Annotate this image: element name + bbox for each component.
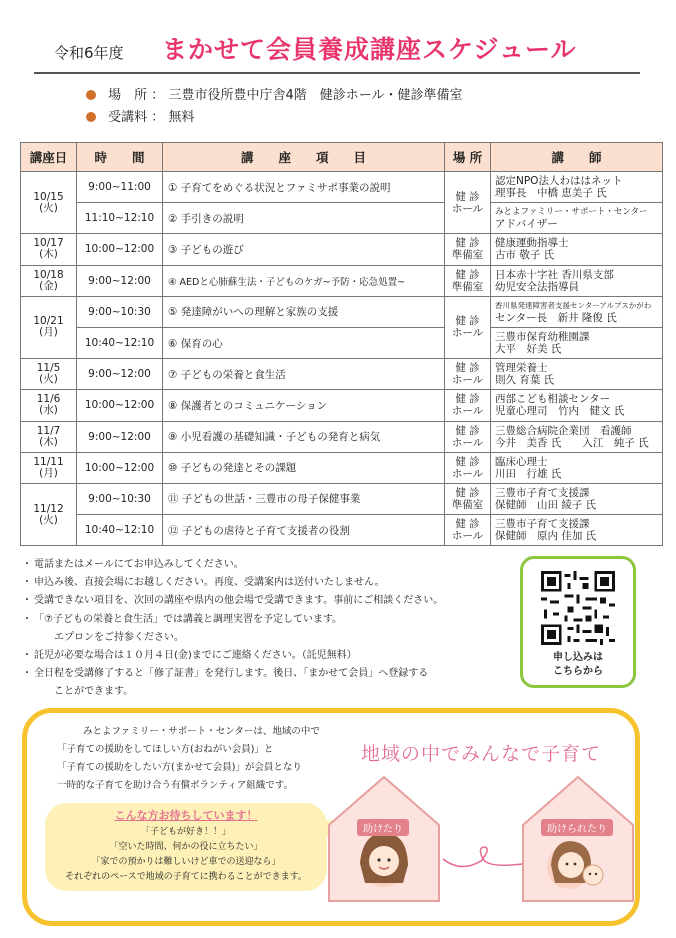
date-cell: 10/15 (火)	[21, 172, 77, 234]
time-cell: 9:00~10:30	[77, 296, 163, 327]
date-cell: 11/12 (火)	[21, 483, 77, 545]
time-cell: 9:00~10:30	[77, 483, 163, 514]
topic-cell: ⑩ 子どもの発達とその課題	[163, 452, 445, 483]
date-cell: 11/7 (木)	[21, 421, 77, 452]
col-header-date: 講座日	[21, 143, 77, 172]
topic-cell: ③ 子どもの遊び	[163, 234, 445, 265]
fee-value: 無料	[168, 110, 195, 125]
time-cell: 9:00~11:00	[77, 172, 163, 203]
info-panel	[22, 708, 640, 926]
house-label-helped: 助けられたり	[541, 819, 613, 836]
note-item: ・ 申込み後、直接会場にお越しください。再度、受講案内は送付いたしません。	[22, 574, 522, 592]
time-cell: 9:00~12:00	[77, 421, 163, 452]
fee-label: 受講料	[108, 110, 148, 125]
time-cell: 10:40~12:10	[77, 515, 163, 546]
place-cell: 健 診 ホール	[445, 515, 491, 546]
lecturer-cell: 香川県発達障害者支援センターアルプスかがわ センター長 新井 隆俊 氏	[491, 296, 663, 327]
date-cell: 11/5 (火)	[21, 359, 77, 390]
bubble-line: それぞれのペースで地域の子育てに携わることができます。	[65, 872, 307, 882]
topic-cell: ① 子育てをめぐる状況とファミサポ事業の説明	[163, 172, 445, 203]
qr-label: 申し込みは	[553, 652, 603, 663]
topic-cell: ④ AEDと心肺蘇生法・子どものケガ~予防・応急処置~	[163, 265, 445, 296]
note-item: ・ 電話またはメールにてお申込みしてください。	[22, 556, 522, 574]
table-row	[21, 359, 663, 390]
lecturer-cell: みとよファミリー・サポート・センター アドバイザー	[491, 203, 663, 234]
lecturer-cell: 三豊市保育幼稚園課 大平 好美 氏	[491, 327, 663, 358]
lecturer-cell: 三豊市子育て支援課 保健師 山田 綾子 氏	[491, 483, 663, 514]
time-cell: 10:40~12:10	[77, 327, 163, 358]
col-header-lecturer: 講 師	[491, 143, 663, 172]
bullet-icon	[86, 112, 96, 122]
time-cell: 10:00~12:00	[77, 390, 163, 421]
venue-label: 場 所	[108, 88, 148, 103]
note-item: ・ 託児が必要な場合は１０月４日(金)までにご連絡ください。（託児無料）	[22, 647, 522, 665]
col-header-topic: 講 座 項 目	[163, 143, 445, 172]
topic-cell: ⑪ 子どもの世話・三豊市の母子保健事業	[163, 483, 445, 514]
lecturer-cell: 西部こども相談センター 児童心理司 竹内 健文 氏	[491, 390, 663, 421]
date-cell: 10/18 (金)	[21, 265, 77, 296]
lecturer-cell: 日本赤十字社 香川県支部 幼児安全法指導員	[491, 265, 663, 296]
note-item: ・ 受講できない項目を、次回の講座や県内の他会場で受講できます。事前にご相談ください。	[22, 592, 522, 610]
topic-cell: ⑨ 小児看護の基礎知識・子どもの発育と病気	[163, 421, 445, 452]
topic-cell: ⑤ 発達障がいへの理解と家族の支援	[163, 296, 445, 327]
place-cell: 健 診 準備室	[445, 265, 491, 296]
notes-list	[22, 556, 522, 702]
date-cell: 11/6 (水)	[21, 390, 77, 421]
ribbon-heart-icon	[441, 839, 531, 879]
time-cell: 9:00~12:00	[77, 265, 163, 296]
place-cell: 健 診 ホール	[445, 390, 491, 421]
lecturer-cell: 三豊市子育て支援課 保健師 原内 佳加 氏	[491, 515, 663, 546]
place-cell: 健 診 準備室	[445, 483, 491, 514]
fiscal-year: 令和6年度	[54, 44, 124, 62]
place-cell: 健 診 準備室	[445, 234, 491, 265]
table-row	[21, 515, 663, 546]
place-cell: 健 診 ホール	[445, 452, 491, 483]
topic-cell: ⑫ 子どもの虐待と子育て支援者の役割	[163, 515, 445, 546]
time-cell: 10:00~12:00	[77, 452, 163, 483]
time-cell: 11:10~12:10	[77, 203, 163, 234]
table-row	[21, 296, 663, 327]
place-cell: 健 診 ホール	[445, 296, 491, 358]
topic-cell: ⑦ 子どもの栄養と食生活	[163, 359, 445, 390]
date-cell: 10/17 (木)	[21, 234, 77, 265]
lecturer-cell: 認定NPO法人わははネット 理事長 中橋 恵美子 氏	[491, 172, 663, 203]
house-helped-icon	[521, 775, 635, 903]
house-helper-icon	[327, 775, 441, 903]
topic-cell: ⑧ 保護者とのコミュニケーション	[163, 390, 445, 421]
note-item-continued: エプロンをご持参ください。	[54, 631, 184, 643]
table-row	[21, 452, 663, 483]
lecturer-cell: 健康運動指導士 古市 敬子 氏	[491, 234, 663, 265]
time-cell: 10:00~12:00	[77, 234, 163, 265]
page-header	[34, 30, 640, 74]
venue-value: 三豊市役所豊中庁舎4階 健診ホール・健診準備室	[168, 88, 463, 103]
note-item: ・ 全日程を受講修了すると「修了証書」を発行します。後日、「まかせて会員」へ登録する	[22, 665, 522, 683]
topic-cell: ② 手引きの説明	[163, 203, 445, 234]
date-cell: 10/21 (月)	[21, 296, 77, 358]
venue-info: 場 所 ： 三豊市役所豊中庁舎4階 健診ホール・健診準備室	[86, 84, 462, 103]
lecturer-cell: 三豊総合病院企業団 看護師 今井 美香 氏 入江 純子 氏	[491, 421, 663, 452]
table-row	[21, 483, 663, 514]
table-row	[21, 421, 663, 452]
qr-code-icon[interactable]	[541, 571, 615, 645]
table-row	[21, 203, 663, 234]
table-row	[21, 327, 663, 358]
bubble-line: 「子どもが好き！！」	[140, 827, 231, 837]
bubble-line: 「家での預かりは難しいけど車での送迎なら」	[91, 857, 281, 867]
table-row	[21, 172, 663, 203]
note-item: ・ 「⑦子どもの栄養と食生活」では講義と調理実習を予定しています。	[22, 611, 522, 629]
table-row	[21, 265, 663, 296]
date-cell: 11/11 (月)	[21, 452, 77, 483]
note-item-continued: ことができます。	[54, 686, 134, 698]
col-header-time: 時 間	[77, 143, 163, 172]
table-row	[21, 234, 663, 265]
intro-text: みとよファミリー・サポート・センターは、地域の中で 「子育ての援助をしてほしい方(おねがい会員)」と 「子育ての援助をしたい方(まかせて会員)」が会員となり 一時的な子育てを助け合う有償ボランティア組織です。	[57, 726, 320, 791]
qr-label: こちらから	[553, 666, 603, 677]
table-row	[21, 390, 663, 421]
bubble-line: 「空いた時間、何かの役に立ちたい」	[109, 842, 263, 852]
tagline: 地域の中でみんなで子育て	[361, 743, 602, 765]
schedule-table	[20, 142, 663, 546]
qr-application-box[interactable]	[520, 556, 636, 688]
table-header-row	[21, 143, 663, 172]
topic-cell: ⑥ 保育の心	[163, 327, 445, 358]
lecturer-cell: 管理栄養士 則久 育葉 氏	[491, 359, 663, 390]
page-title: まかせて会員養成講座スケジュール	[162, 35, 577, 64]
fee-info: 受講料 ： 無料	[86, 106, 194, 125]
house-label-helper: 助けたり	[357, 819, 409, 836]
time-cell: 9:00~12:00	[77, 359, 163, 390]
place-cell: 健 診 ホール	[445, 359, 491, 390]
col-header-place: 場 所	[445, 143, 491, 172]
place-cell: 健 診 ホール	[445, 172, 491, 234]
lecturer-cell: 臨床心理士 川田 行雄 氏	[491, 452, 663, 483]
speech-bubble	[45, 803, 327, 891]
bullet-icon	[86, 90, 96, 100]
place-cell: 健 診 ホール	[445, 421, 491, 452]
bubble-title: こんな方お待ちしています！	[114, 809, 258, 822]
